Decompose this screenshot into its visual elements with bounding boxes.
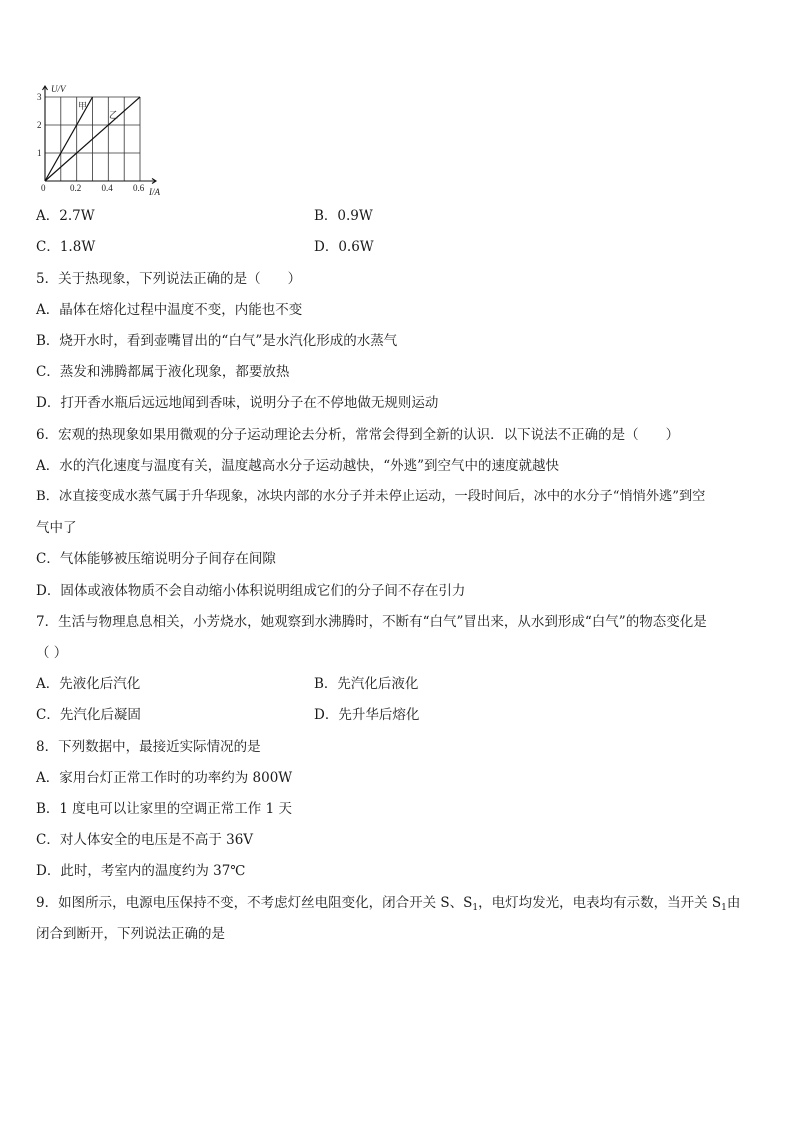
q4-option-c[interactable]: C．1.8W xyxy=(36,239,96,255)
q8-option-b[interactable]: B．1 度电可以让家里的空调正常工作 1 天 xyxy=(36,801,292,817)
y-tick-2: 2 xyxy=(37,120,42,130)
q9-stem: 9．如图所示，电源电压保持不变，不考虑灯丝电阻变化，闭合开关 S、$S_1$，电灯均发光，电表均有示数，当开关 $S_1$由 xyxy=(36,895,741,913)
x-tick-0.4: 0.4 xyxy=(101,183,113,193)
q5-option-c[interactable]: C．蒸发和沸腾都属于液化现象，都要放热 xyxy=(36,364,290,380)
q4-option-b[interactable]: B．0.9W xyxy=(314,208,373,224)
q6-option-a[interactable]: A．水的汽化速度与温度有关，温度越高水分子运动越快，“外逃”到空气中的速度就越快 xyxy=(36,458,560,474)
x-tick-0.2: 0.2 xyxy=(70,183,82,193)
u-i-graph-svg xyxy=(30,80,172,200)
q4-option-d[interactable]: D．0.6W xyxy=(314,239,374,255)
origin-label: 0 xyxy=(41,183,46,193)
q8-option-d[interactable]: D．此时，考室内的温度约为 37℃ xyxy=(36,863,246,879)
q7-stem-cont: （ ） xyxy=(36,645,68,661)
q5-stem: 5．关于热现象，下列说法正确的是（ ） xyxy=(36,271,302,287)
curve-yi-label: 乙 xyxy=(109,110,119,120)
q7-option-d[interactable]: D．先升华后熔化 xyxy=(314,707,420,723)
q6-option-d[interactable]: D．固体或液体物质不会自动缩小体积说明组成它们的分子间不存在引力 xyxy=(36,583,466,599)
q8-stem: 8．下列数据中，最接近实际情况的是 xyxy=(36,739,261,755)
y-axis-label: U/V xyxy=(51,84,66,94)
q7-stem: 7．生活与物理息息相关，小芳烧水，她观察到水沸腾时，不断有“白气”冒出来，从水到形成“白气”的物态变化是 xyxy=(36,614,707,630)
q4-option-a[interactable]: A．2.7W xyxy=(36,208,95,224)
q6-option-b[interactable]: B．冰直接变成水蒸气属于升华现象，冰块内部的水分子并未停止运动，一段时间后，冰中的水分子“悄悄外逃”到空 xyxy=(36,489,706,504)
q6-option-c[interactable]: C．气体能够被压缩说明分子间存在间隙 xyxy=(36,551,276,567)
q5-option-a[interactable]: A．晶体在熔化过程中温度不变，内能也不变 xyxy=(36,302,303,318)
curve-jia-label: 甲 xyxy=(78,101,88,111)
q7-option-b[interactable]: B．先汽化后液化 xyxy=(314,676,419,692)
y-tick-3: 3 xyxy=(37,92,42,102)
q7-option-c[interactable]: C．先汽化后凝固 xyxy=(36,707,141,723)
q8-option-c[interactable]: C．对人体安全的电压是不高于 36V xyxy=(36,832,254,848)
x-tick-0.6: 0.6 xyxy=(133,183,145,193)
u-i-graph xyxy=(30,80,172,200)
q9-stem-cont: 闭合到断开，下列说法正确的是 xyxy=(36,926,225,942)
x-axis-label: I/A xyxy=(149,187,160,197)
q8-option-a[interactable]: A．家用台灯正常工作时的功率约为 800W xyxy=(36,770,293,786)
q5-option-d[interactable]: D．打开香水瓶后远远地闻到香味，说明分子在不停地做无规则运动 xyxy=(36,395,439,411)
q5-option-b[interactable]: B．烧开水时，看到壶嘴冒出的“白气”是水汽化形成的水蒸气 xyxy=(36,333,398,349)
q7-option-a[interactable]: A．先液化后汽化 xyxy=(36,676,141,692)
q6-option-b-cont: 气中了 xyxy=(36,520,77,536)
q6-stem: 6．宏观的热现象如果用微观的分子运动理论去分析，常常会得到全新的认识．以下说法不正确的是（ ） xyxy=(36,427,680,443)
y-tick-1: 1 xyxy=(37,148,42,158)
